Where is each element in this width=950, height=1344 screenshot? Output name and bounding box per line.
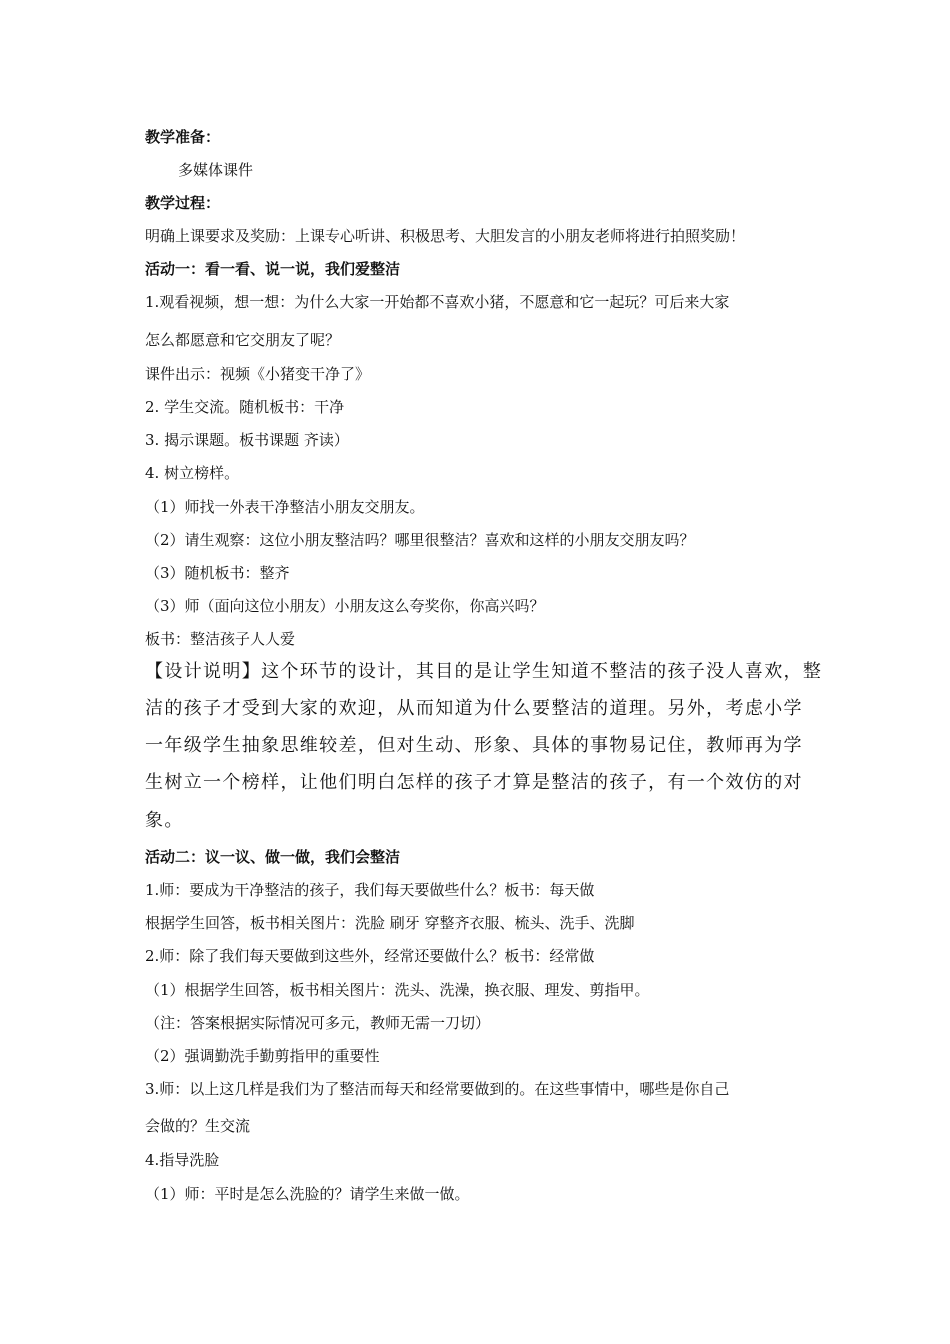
activity1-line: 课件出示：视频《小猪变干净了》 bbox=[145, 365, 371, 383]
activity2-line: 根据学生回答，板书相关图片：洗脸 刷牙 穿整齐衣服、梳头、洗手、洗脚 bbox=[145, 914, 635, 932]
activity1-line: 2. 学生交流。随机板书：干净 bbox=[145, 398, 345, 416]
activity2-line: 会做的？生交流 bbox=[145, 1117, 251, 1135]
activity1-line: 4. 树立榜样。 bbox=[145, 464, 240, 482]
activity2-line: 3.师：以上这几样是我们为了整洁而每天和经常要做到的。在这些事情中，哪些是你自己 bbox=[145, 1080, 730, 1098]
activity2-line: （2）强调勤洗手勤剪指甲的重要性 bbox=[145, 1047, 380, 1065]
design-note-line: 洁的孩子才受到大家的欢迎，从而知道为什么要整洁的道理。另外，考虑小学 bbox=[145, 698, 803, 719]
activity2-line: 2.师：除了我们每天要做到这些外，经常还要做什么？板书：经常做 bbox=[145, 947, 595, 965]
activity1-line: （3）随机板书：整齐 bbox=[145, 564, 290, 582]
activity1-line: 板书：整洁孩子人人爱 bbox=[145, 630, 296, 648]
activity2-line: （1）师：平时是怎么洗脸的？请学生来做一做。 bbox=[145, 1185, 470, 1203]
activity1-heading: 活动一：看一看、说一说，我们爱整洁 bbox=[145, 260, 401, 278]
activity2-line: 4.指导洗脸 bbox=[145, 1151, 220, 1169]
activity2-line: （1）根据学生回答，板书相关图片：洗头、洗澡，换衣服、理发、剪指甲。 bbox=[145, 981, 650, 999]
design-note-line: 【设计说明】这个环节的设计，其目的是让学生知道不整洁的孩子没人喜欢，整 bbox=[145, 661, 823, 682]
prep-heading: 教学准备： bbox=[145, 128, 221, 146]
activity1-line: 3. 揭示课题。板书课题 齐读） bbox=[145, 431, 349, 449]
activity1-line: 怎么都愿意和它交朋友了呢？ bbox=[145, 331, 341, 349]
design-note-line: 生树立一个榜样，让他们明白怎样的孩子才算是整洁的孩子，有一个效仿的对 bbox=[145, 772, 803, 793]
process-heading: 教学过程： bbox=[145, 194, 221, 212]
design-note-line: 一年级学生抽象思维较差，但对生动、形象、具体的事物易记住，教师再为学 bbox=[145, 735, 803, 756]
activity2-heading: 活动二：议一议、做一做，我们会整洁 bbox=[145, 848, 401, 866]
process-intro: 明确上课要求及奖励：上课专心听讲、积极思考、大胆发言的小朋友老师将进行拍照奖励！ bbox=[145, 227, 746, 245]
activity1-line: （1）师找一外表干净整洁小朋友交朋友。 bbox=[145, 498, 425, 516]
activity1-line: （2）请生观察：这位小朋友整洁吗？哪里很整洁？喜欢和这样的小朋友交朋友吗？ bbox=[145, 531, 695, 549]
activity1-line: 1.观看视频，想一想：为什么大家一开始都不喜欢小猪，不愿意和它一起玩？可后来大家 bbox=[145, 293, 730, 311]
design-note-line: 象。 bbox=[145, 810, 184, 831]
activity2-line: （注：答案根据实际情况可多元，教师无需一刀切） bbox=[145, 1014, 491, 1032]
prep-item: 多媒体课件 bbox=[178, 161, 254, 179]
activity2-line: 1.师：要成为干净整洁的孩子，我们每天要做些什么？板书：每天做 bbox=[145, 881, 595, 899]
activity1-line: （3）师（面向这位小朋友）小朋友这么夸奖你，你高兴吗？ bbox=[145, 597, 545, 615]
